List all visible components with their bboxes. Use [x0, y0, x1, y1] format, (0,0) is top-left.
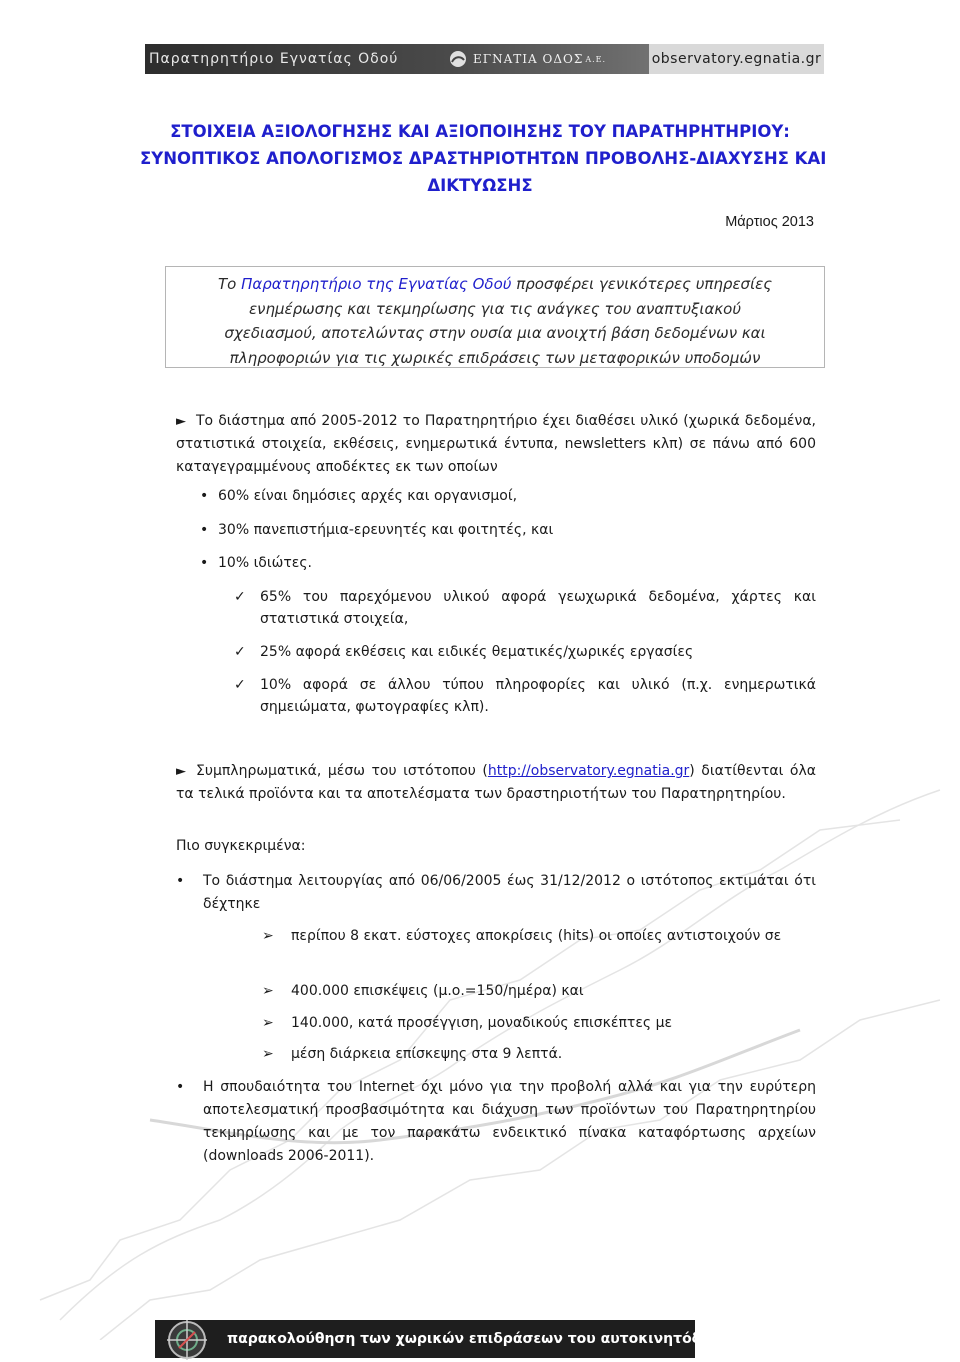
section1-paragraph [176, 410, 816, 479]
check-item: ✓ 25% αφορά εκθέσεις και ειδικές θεματικές/χωρικές εργασίες [234, 641, 816, 663]
egnatia-logo [449, 50, 629, 68]
checkmark-icon: ✓ [234, 589, 246, 605]
traffic-subitem: ➢ μέση διάρκεια επίσκεψης στα 9 λεπτά. [262, 1043, 816, 1065]
intro-line1-rest: προσφέρει γενικότερες υπηρεσίες [516, 275, 773, 293]
check-item: ✓ 65% του παρεχόμενου υλικού αφορά γεωχωρικά δεδομένα, χάρτες και στατιστικά στοιχεία, [234, 586, 816, 630]
website-traffic-item: • Το διάστημα λειτουργίας από 06/06/2005 έως 31/12/2012 ο ιστότοπος εκτιμάται ότι δέχτηκε [176, 870, 816, 916]
observatory-compass-logo-icon [165, 1318, 209, 1362]
logo-suffix: Α.Ε. [585, 54, 607, 64]
footer-banner [155, 1320, 751, 1358]
arrow-bullet-icon: ► [176, 414, 186, 429]
intro-box [165, 266, 825, 368]
intro-prefix: Το [217, 275, 237, 293]
title-line-2: ΣΥΝΟΠΤΙΚΟΣ ΑΠΟΛΟΓΙΣΜΟΣ ΔΡΑΣΤΗΡΙΟΤΗΤΩΝ ΠΡΟΒΟΛΗΣ-ΔΙΑΧΥΣΗΣ ΚΑΙ [140, 149, 827, 168]
traffic-subitem: ➢ 140.000, κατά προσέγγιση, μοναδικούς επισκέπτες με [262, 1012, 816, 1034]
bullet-icon: • [176, 873, 185, 889]
arrowhead-icon: ➢ [262, 1015, 274, 1031]
header-banner [145, 44, 824, 74]
traffic-subitem: ➢ 400.000 επισκέψεις (μ.ο.=150/ημέρα) και [262, 980, 816, 1002]
bullet-icon: • [200, 522, 209, 538]
logo-text: ΕΓΝΑΤΙΑ ΟΔΟΣ [473, 52, 584, 66]
list-item: • 10% ιδιώτες. [200, 555, 312, 571]
section1-text: Το διάστημα από 2005-2012 το Παρατηρητήριο έχει διαθέσει υλικό (χωρικά δεδομένα, στατιστικά στοιχεία, εκθέσεις, ενημερωτικά έντυπα, newsletters κλπ) σε πάνω από 600 καταγεγραμμένους αποδέκτες εκ των οποίων [176, 413, 816, 475]
traffic-subitem: ➢ περίπου 8 εκατ. εύστοχες αποκρίσεις (hits) οι οποίες αντιστοιχούν σε [262, 925, 816, 947]
arrow-bullet-icon: ► [176, 764, 186, 779]
list-item: • 60% είναι δημόσιες αρχές και οργανισμοί, [200, 488, 518, 504]
intro-line-2: ενημέρωσης και τεκμηρίωσης για τις ανάγκες του αναπτυξιακού [248, 299, 742, 318]
intro-highlight: Παρατηρητήριο της Εγνατίας Οδού [241, 275, 512, 293]
check-item: ✓ 10% αφορά σε άλλου τύπου πληροφορίες και υλικό (π.χ. ενημερωτικά σημειώματα, φωτογραφίες κλπ). [234, 674, 816, 718]
arrowhead-icon: ➢ [262, 928, 274, 944]
banner-url[interactable]: observatory.egnatia.gr [649, 44, 824, 74]
arrowhead-icon: ➢ [262, 983, 274, 999]
title-line-3: ΔΙΚΤΥΩΣΗΣ [427, 176, 533, 195]
more-specifically-label: Πιο συγκεκριμένα: [176, 838, 306, 854]
banner-title: Παρατηρητήριο Εγνατίας Οδού [149, 51, 399, 67]
bullet-icon: • [200, 488, 209, 504]
egnatia-logo-icon [449, 50, 467, 68]
intro-line-3: σχεδιασμού, αποτελώντας στην ουσία μια ανοιχτή βάση δεδομένων και [224, 324, 766, 342]
list-item: • 30% πανεπιστήμια-ερευνητές και φοιτητές, και [200, 522, 554, 538]
checkmark-icon: ✓ [234, 644, 246, 660]
section2-paragraph: ► Συμπληρωματικά, μέσω του ιστότοπου (http://observatory.egnatia.gr) διατίθενται όλα τα τελικά προϊόντα και τα αποτελέσματα των δραστηριοτήτων του Παρατηρητηρίου. [176, 763, 816, 802]
bullet-icon: • [176, 1079, 185, 1095]
footer-text: παρακολούθηση των χωρικών επιδράσεων του αυτοκινητόδρομου [227, 1331, 751, 1347]
checkmark-icon: ✓ [234, 677, 246, 693]
page-title [140, 118, 827, 199]
bullet-icon: • [200, 555, 209, 571]
document-date: Μάρτιος 2013 [725, 214, 814, 230]
internet-importance-item: • Η σπουδαιότητα του Internet όχι μόνο για την προβολή αλλά και για την ευρύτερη αποτελεσματική προσβασιμότητα και διάχυση των προϊόντων του Παρατηρητηρίου τεκμηρίωσης και με τον παρακάτω ενδεικτικό πίνακα καταφόρτωσης αρχείων (downloads 2006-2011). [176, 1076, 816, 1168]
observatory-link[interactable]: http://observatory.egnatia.gr [487, 763, 690, 779]
title-line-1: ΣΤΟΙΧΕΙΑ ΑΞΙΟΛΟΓΗΣΗΣ ΚΑΙ ΑΞΙΟΠΟΙΗΣΗΣ ΤΟΥ ΠΑΡΑΤΗΡΗΤΗΡΙΟΥ: [170, 122, 790, 141]
arrowhead-icon: ➢ [262, 1046, 274, 1062]
intro-line-4: πληροφοριών για τις χωρικές επιδράσεις των μεταφορικών υποδομών [229, 348, 761, 367]
